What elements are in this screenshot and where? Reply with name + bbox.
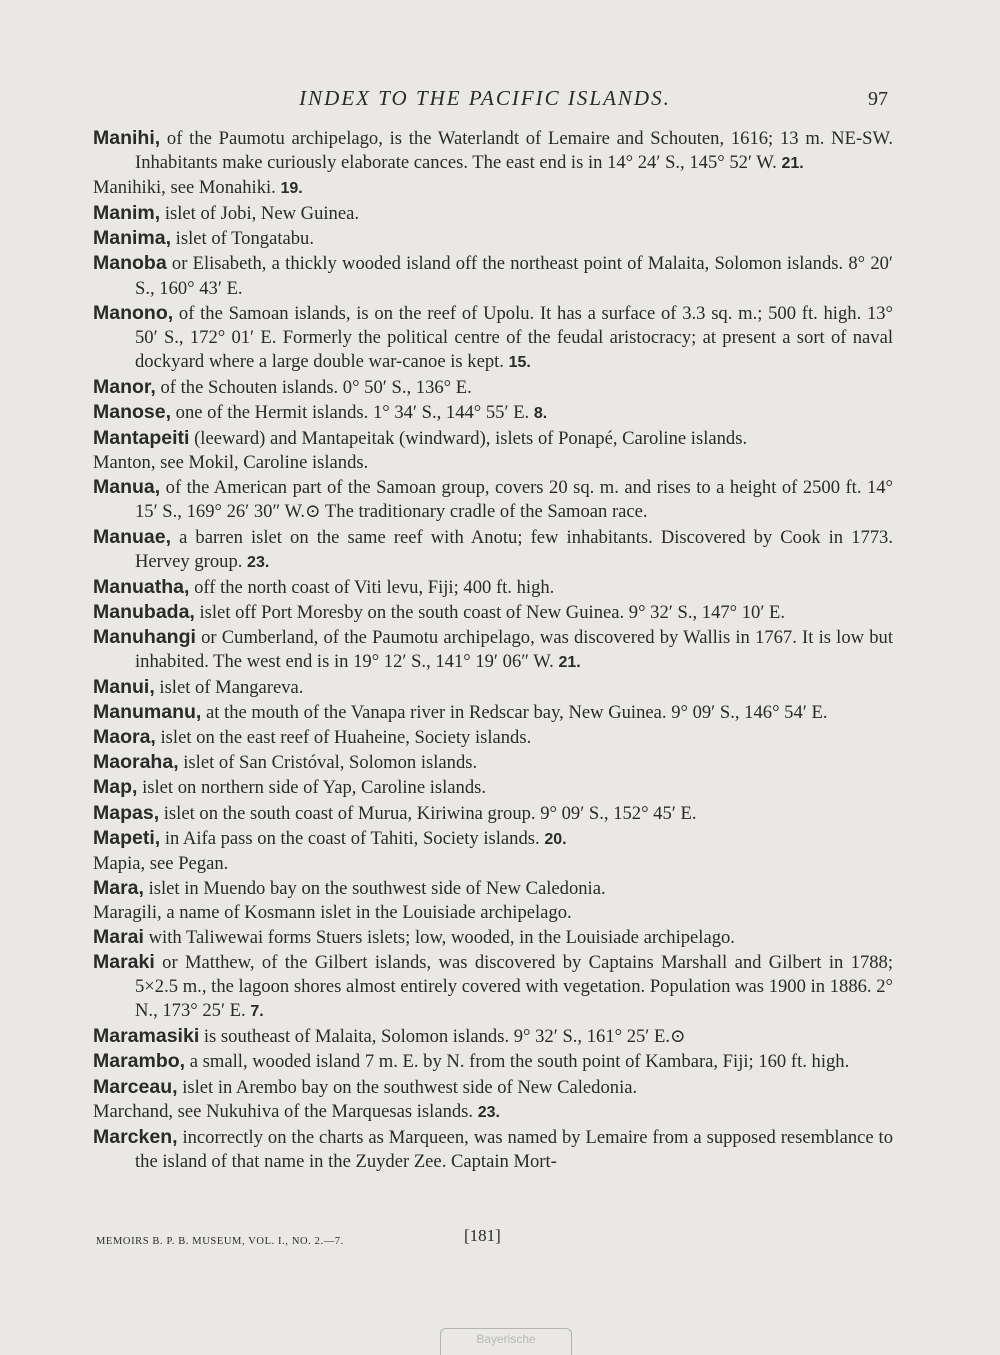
map-reference: 20. bbox=[544, 830, 567, 848]
entry-text: or Elisabeth, a thickly wooded island off the northeast point of Malaita, Solomon islands. 8° 20′ S., 160° 43′ E. bbox=[135, 253, 893, 299]
index-entry bbox=[93, 201, 893, 226]
entry-text: at the mouth of the Vanapa river in Redscar bay, New Guinea. 9° 09′ S., 146° 54′ E. bbox=[201, 702, 828, 724]
entry-headword: Marceau, bbox=[93, 1075, 178, 1098]
index-entry bbox=[93, 826, 893, 852]
entry-headword: Marai bbox=[93, 926, 144, 948]
entry-headword: Mapeti, bbox=[93, 826, 161, 849]
entry-text: islet of Tongatabu. bbox=[171, 228, 314, 250]
entry-text: in Aifa pass on the coast of Tahiti, Society islands. bbox=[160, 827, 545, 849]
index-entry bbox=[93, 1075, 893, 1100]
entry-text: islet in Arembo bay on the southwest side of New Caledonia. bbox=[177, 1076, 638, 1098]
index-entry bbox=[93, 625, 893, 675]
entry-headword: Mapia, bbox=[93, 852, 146, 874]
entry-text: islet off Port Moresby on the south coast of New Guinea. 9° 32′ S., 147° 10′ E. bbox=[194, 601, 786, 623]
index-entry bbox=[93, 251, 893, 300]
entry-headword: Maramasiki bbox=[93, 1025, 200, 1048]
entry-text: of the Paumotu archipelago, is the Waterlandt of Lemaire and Schouten, 1616; 13 m. NE-SW. Inhabitants make curiously elaborate cances. The east end is in 14° 24′ S., 145° 52′ W. bbox=[135, 128, 893, 174]
entry-headword: Manihiki, bbox=[93, 177, 166, 199]
entry-text: see Mokil, Caroline islands. bbox=[155, 452, 369, 474]
index-entry bbox=[93, 876, 893, 901]
entry-text: islet in Muendo bay on the southwest side of New Caledonia. bbox=[143, 877, 606, 899]
index-entry bbox=[93, 750, 893, 775]
entry-headword: Mapas, bbox=[93, 801, 160, 824]
series-note: MEMOIRS B. P. B. MUSEUM, VOL. I., NO. 2.—7. bbox=[96, 1236, 344, 1247]
entry-text: a barren islet on the same reef with Anotu; few inhabitants. Discovered by Cook in 1773. Hervey group. bbox=[135, 526, 893, 572]
index-entry bbox=[93, 950, 893, 1024]
index-entry bbox=[93, 901, 893, 925]
entry-headword: Maora, bbox=[93, 726, 156, 749]
entry-text: (leeward) and Mantapeitak (windward), islets of Ponapé, Caroline islands. bbox=[189, 428, 748, 450]
entry-text: off the north coast of Viti levu, Fiji; 400 ft. high. bbox=[189, 576, 555, 598]
index-entry bbox=[93, 775, 893, 800]
map-reference: 7. bbox=[250, 1003, 264, 1021]
index-entry bbox=[93, 475, 893, 524]
map-reference: 21. bbox=[558, 653, 581, 671]
library-stamp: Bayerische bbox=[440, 1328, 572, 1355]
page-footer bbox=[0, 1226, 1000, 1256]
entry-text: of the Schouten islands. 0° 50′ S., 136° E. bbox=[155, 376, 472, 398]
entry-text: islet of Mangareva. bbox=[154, 677, 304, 699]
index-entry bbox=[93, 1100, 893, 1125]
index-entry bbox=[93, 1049, 893, 1074]
entry-headword: Marambo, bbox=[93, 1050, 186, 1073]
index-entry bbox=[93, 1125, 893, 1174]
entry-headword: Manui, bbox=[93, 676, 155, 699]
entry-headword: Manua, bbox=[93, 476, 161, 499]
page-number: 97 bbox=[868, 88, 888, 110]
entry-text: one of the Hermit islands. 1° 34′ S., 144° 55′ E. bbox=[171, 402, 534, 424]
index-entry bbox=[93, 801, 893, 826]
entry-headword: Manubada, bbox=[93, 600, 195, 623]
index-entry bbox=[93, 126, 893, 176]
index-entry bbox=[93, 176, 893, 201]
index-entry bbox=[93, 575, 893, 600]
map-reference: 21. bbox=[781, 155, 804, 173]
signature-mark: [181] bbox=[464, 1226, 501, 1245]
page-title: INDEX TO THE PACIFIC ISLANDS. bbox=[299, 86, 671, 110]
entry-headword: Marcken, bbox=[93, 1125, 178, 1148]
index-entry bbox=[93, 675, 893, 700]
index-entry bbox=[93, 925, 893, 950]
index-entry bbox=[93, 451, 893, 475]
entry-text: of the American part of the Samoan group, covers 20 sq. m. and rises to a height of 2500 ft. 14° 15′ S., 169° 26′ 30″ W.⊙ The traditionary cradle of the Samoan race. bbox=[135, 477, 893, 523]
entry-text: see Pegan. bbox=[145, 852, 229, 874]
entry-headword: Mantapeiti bbox=[93, 427, 190, 450]
entry-headword: Manuhangi bbox=[93, 625, 196, 648]
index-entry bbox=[93, 600, 893, 625]
entry-headword: Manihi, bbox=[93, 127, 161, 149]
map-reference: 23. bbox=[247, 553, 270, 571]
index-entry bbox=[93, 226, 893, 251]
map-reference: 15. bbox=[508, 353, 531, 371]
entry-text: islet of San Cristóval, Solomon islands. bbox=[178, 752, 478, 774]
running-header bbox=[0, 86, 1000, 116]
entry-headword: Manor, bbox=[93, 375, 156, 398]
entry-text: a name of Kosmann islet in the Louisiade archipelago. bbox=[161, 901, 572, 923]
index-entries bbox=[93, 126, 893, 1174]
entry-text: of the Samoan islands, is on the reef of Upolu. It has a surface of 3.3 sq. m.; 500 ft. high. 13° 50′ S., 172° 01′ E. Formerly the political centre of the feudal aristocracy; at present a sort of naval dockyard where a large double war-canoe is kept. bbox=[135, 302, 893, 372]
index-entry bbox=[93, 525, 893, 575]
index-entry bbox=[93, 301, 893, 375]
entry-headword: Map, bbox=[93, 776, 138, 799]
entry-headword: Marchand, bbox=[93, 1100, 174, 1122]
index-entry bbox=[93, 375, 893, 400]
entry-headword: Maoraha, bbox=[93, 751, 179, 774]
index-entry bbox=[93, 1024, 893, 1049]
map-reference: 8. bbox=[533, 405, 548, 423]
entry-text: islet of Jobi, New Guinea. bbox=[160, 203, 359, 225]
entry-headword: Manono, bbox=[93, 301, 174, 324]
entry-headword: Mara, bbox=[93, 876, 144, 899]
index-entry bbox=[93, 400, 893, 426]
index-entry bbox=[93, 700, 893, 725]
entry-headword: Manumanu, bbox=[93, 701, 202, 724]
entry-headword: Manuatha, bbox=[93, 575, 190, 598]
entry-text: islet on northern side of Yap, Caroline islands. bbox=[137, 777, 487, 799]
entry-text: a small, wooded island 7 m. E. by N. from the south point of Kambara, Fiji; 160 ft. high. bbox=[185, 1051, 850, 1073]
entry-headword: Maragili, bbox=[93, 901, 162, 923]
entry-text: or Matthew, of the Gilbert islands, was discovered by Captains Marshall and Gilbert in 1788; 5×2.5 m., the lagoon shores almost entirely covered with vegetation. Population was 1900 in 1886. 2° N., 173° 25′ E. bbox=[135, 952, 893, 1022]
map-reference: 23. bbox=[477, 1103, 500, 1121]
entry-text: see Monahiki. bbox=[165, 177, 281, 199]
index-entry bbox=[93, 852, 893, 876]
entry-headword: Manose, bbox=[93, 401, 172, 424]
entry-headword: Manoba bbox=[93, 252, 167, 275]
index-entry bbox=[93, 725, 893, 750]
entry-headword: Maraki bbox=[93, 951, 155, 974]
entry-headword: Manima, bbox=[93, 227, 172, 250]
entry-text: islet on the east reef of Huaheine, Society islands. bbox=[155, 727, 532, 749]
entry-headword: Manuae, bbox=[93, 525, 172, 548]
entry-text: see Nukuhiva of the Marquesas islands. bbox=[173, 1100, 478, 1122]
entry-text: islet on the south coast of Murua, Kiriwina group. 9° 09′ S., 152° 45′ E. bbox=[159, 802, 697, 824]
index-entry bbox=[93, 426, 893, 451]
entry-headword: Manton, bbox=[93, 452, 156, 474]
entry-text: incorrectly on the charts as Marqueen, was named by Lemaire from a supposed resemblance to the island of that name in the Zuyder Zee. Captain Mort- bbox=[135, 1126, 893, 1172]
map-reference: 19. bbox=[280, 180, 303, 198]
entry-text: is southeast of Malaita, Solomon islands. 9° 32′ S., 161° 25′ E.⊙ bbox=[199, 1026, 686, 1048]
entry-text: with Taliwewai forms Stuers islets; low, wooded, in the Louisiade archipelago. bbox=[143, 927, 735, 948]
entry-text: or Cumberland, of the Paumotu archipelago, was discovered by Wallis in 1767. It is low but inhabited. The west end is in 19° 12′ S., 141° 19′ 06″ W. bbox=[135, 626, 893, 672]
entry-headword: Manim, bbox=[93, 202, 161, 225]
